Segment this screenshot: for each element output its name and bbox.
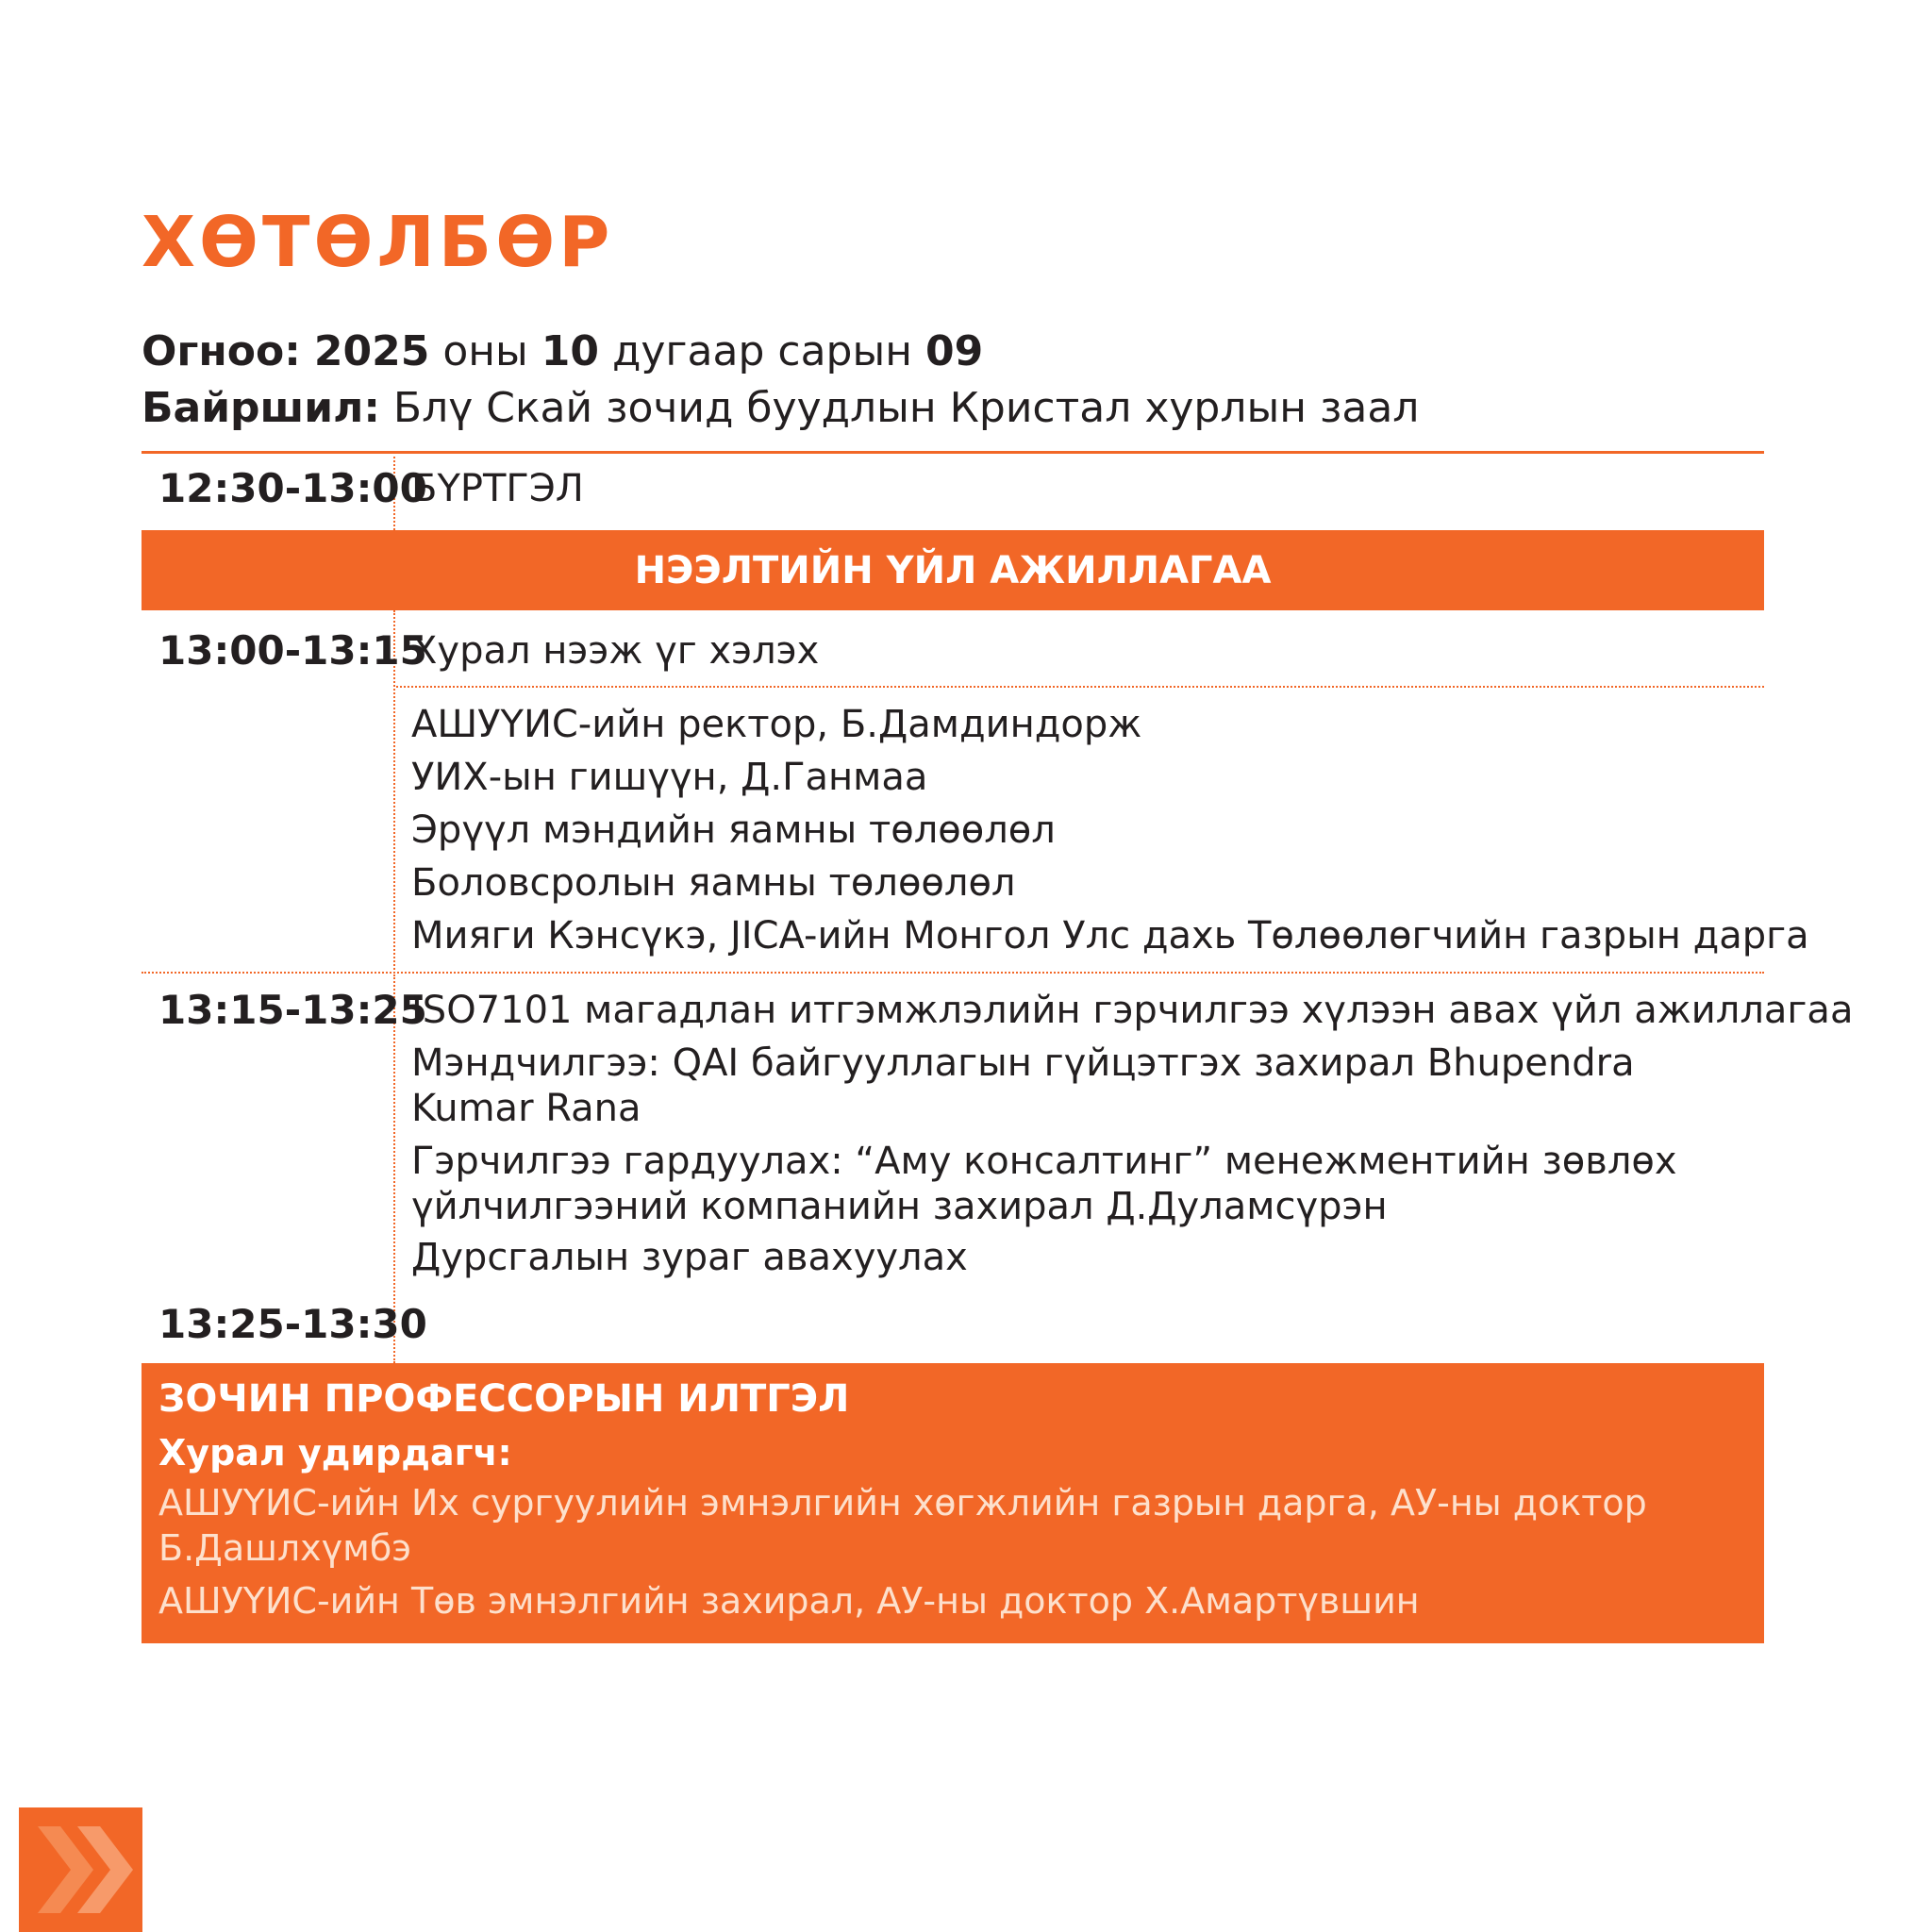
location-value: Блү Скай зочид буудлын Кристал хурлын заал xyxy=(379,384,1420,432)
opening-speakers-list xyxy=(411,698,1809,962)
row-divider xyxy=(396,686,1764,688)
iso-time: 13:15-13:25 xyxy=(158,987,427,1033)
opening-time: 13:00-13:15 xyxy=(158,627,427,674)
location-line xyxy=(142,381,1764,436)
date-month-suffix: дугаар сарын xyxy=(598,327,925,375)
date-day: 09 xyxy=(924,327,984,375)
opening-section-title: НЭЭЛТИЙН ҮЙЛ АЖИЛЛАГАА xyxy=(634,548,1272,592)
date-label: Огноо: xyxy=(142,327,301,375)
page-title: ХӨТӨЛБӨР xyxy=(142,202,614,283)
moderator-label: Хурал удирдагч: xyxy=(158,1432,512,1474)
moderator-item: АШУҮИС-ийн Их сургуулийн эмнэлгийн хөгжлийн газрын дарга, АУ-ны доктор Б.Дашлхүмбэ xyxy=(158,1482,1647,1569)
opening-section-header xyxy=(142,530,1764,610)
double-chevron-right-icon xyxy=(19,1807,142,1932)
speaker-item: Мияги Кэнсүкэ, JICA-ийн Монгол Улс дахь Төлөөлөгчийн газрын дарга xyxy=(411,914,1809,958)
iso-line: Мэндчилгээ: QAI байгууллагын гүйцэтгэх захирал Bhupendra Kumar Rana xyxy=(411,1041,1635,1130)
opening-text: Хурал нээж үг хэлэх xyxy=(411,629,820,673)
location-label: Байршил: xyxy=(142,384,380,432)
registration-text: БҮРТГЭЛ xyxy=(411,467,584,510)
registration-time: 12:30-13:00 xyxy=(158,465,427,511)
date-year-suffix: оны xyxy=(429,327,541,375)
moderator-item: АШУҮИС-ийн Төв эмнэлгийн захирал, АУ-ны доктор Х.Амартүвшин xyxy=(158,1580,1420,1622)
date-month: 10 xyxy=(541,327,599,375)
row-divider xyxy=(142,972,1764,974)
keynote-title: ЗОЧИН ПРОФЕССОРЫН ИЛТГЭЛ xyxy=(158,1377,850,1421)
speaker-item: Эрүүл мэндийн яамны төлөөлөл xyxy=(411,808,1056,852)
speaker-item: АШУҮИС-ийн ректор, Б.Дамдиндорж xyxy=(411,703,1142,746)
speaker-item: Боловсролын яамны төлөөлөл xyxy=(411,861,1016,905)
iso-line: Гэрчилгээ гардуулах: “Аму консалтинг” менежментийн зөвлөх үйлчилгээний компанийн захирал Д.Дуламсүрэн xyxy=(411,1140,1677,1228)
header-divider xyxy=(142,451,1764,454)
keynote-section xyxy=(142,1363,1764,1643)
photo-time: 13:25-13:30 xyxy=(158,1301,427,1347)
date-year: 2025 xyxy=(313,327,430,375)
speaker-item: УИХ-ын гишүүн, Д.Ганмаа xyxy=(411,756,928,799)
iso-lines-list xyxy=(411,984,1854,1284)
date-line xyxy=(142,325,1764,379)
iso-line: ISO7101 магадлан итгэмжлэлийн гэрчилгээ хүлээн авах үйл ажиллагаа xyxy=(411,989,1854,1032)
iso-line: Дурсгалын зураг авахуулах xyxy=(411,1236,968,1279)
